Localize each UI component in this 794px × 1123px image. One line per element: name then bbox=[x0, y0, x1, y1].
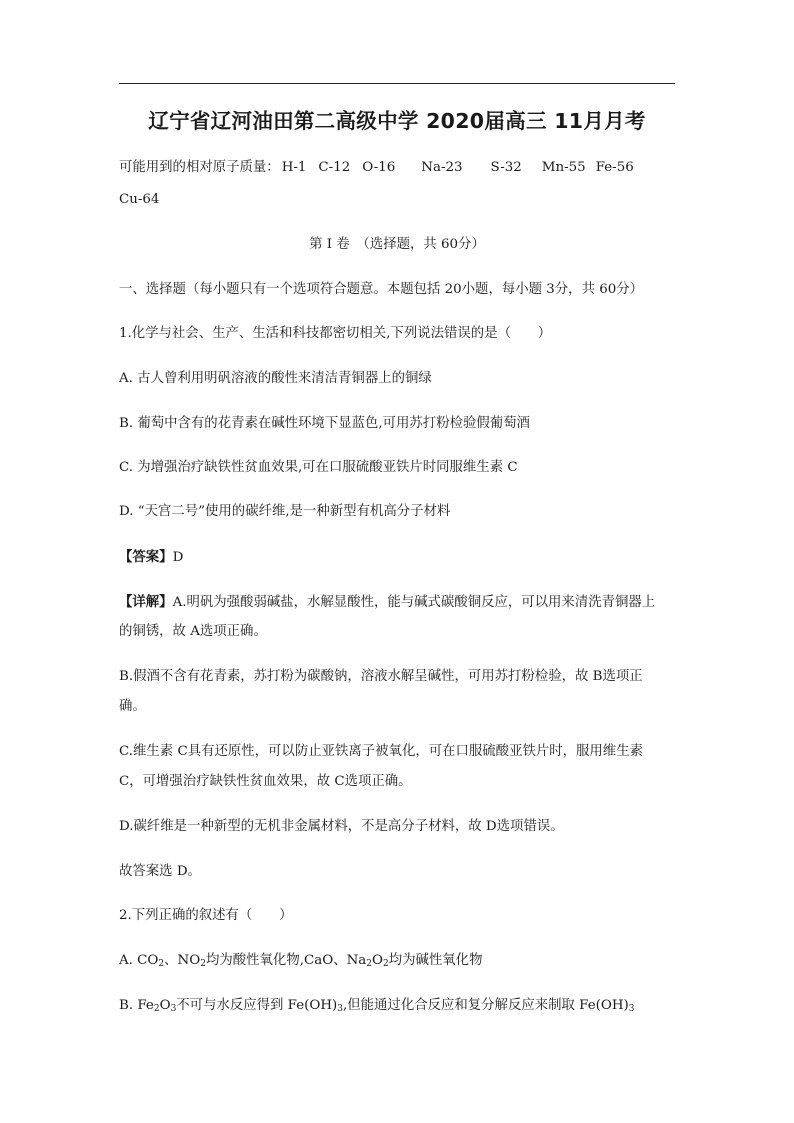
detail-c-line-2: C，可增强治疗缺铁性贫血效果，故 C选项正确。 bbox=[119, 774, 412, 789]
q2a-part: A. CO bbox=[119, 953, 159, 968]
mass-o: O-16 bbox=[362, 160, 396, 175]
detail-tag: 【详解】 bbox=[119, 594, 173, 610]
question-1-option-b: B. 葡萄中含有的花青素在碱性环境下显蓝色,可用苏打粉检验假葡萄酒 bbox=[119, 416, 530, 431]
mass-h: H-1 bbox=[281, 160, 307, 175]
question-2-stem: 2.下列正确的叙述有（ ） bbox=[119, 908, 293, 923]
mass-c: C-12 bbox=[318, 160, 351, 175]
detail-a-text: A.明矾为强酸弱碱盐，水解显酸性，能与碱式碳酸铜反应，可以用来清洗青铜器上 bbox=[172, 595, 656, 610]
q2a-sub: 2 bbox=[158, 959, 165, 969]
question-2-option-a bbox=[119, 951, 679, 971]
question-2-option-b bbox=[119, 996, 679, 1016]
part-heading: 一、选择题（每小题只有一个选项符合题意。本题包括 20小题，每小题 3分，共 60分） bbox=[119, 282, 644, 297]
q2b-part: ,但能通过化合反应和复分解反应来制取 Fe(OH) bbox=[343, 998, 629, 1013]
q2b-part: B. Fe bbox=[119, 998, 154, 1013]
question-1-stem: 1.化学与社会、生产、生活和科技都密切相关,下列说法错误的是（ ） bbox=[119, 326, 552, 341]
atomic-masses-wrap: Cu-64 bbox=[119, 192, 160, 207]
section-title: 第 I 卷 （选择题，共 60分） bbox=[309, 237, 485, 252]
q2a-part: 、NO bbox=[164, 953, 201, 968]
question-1-option-a: A. 古人曾利用明矾溶液的酸性来清洁青铜器上的铜绿 bbox=[119, 371, 432, 386]
q2a-part: 均为酸性氧化物,CaO、Na bbox=[205, 953, 367, 968]
atomic-masses-line bbox=[119, 158, 679, 178]
q2a-part: 均为碱性氧化物 bbox=[388, 953, 483, 968]
answer-conclusion: 故答案选 D。 bbox=[119, 864, 201, 879]
detail-b-line-1: B.假酒不含有花青素，苏打粉为碳酸钠，溶液水解呈碱性，可用苏打粉检验，故 B选项正 bbox=[119, 669, 643, 684]
q2a-sub: 2 bbox=[200, 959, 206, 969]
detail-a-line-1 bbox=[119, 592, 679, 613]
q2b-part: 不可与水反应得到 Fe(OH) bbox=[176, 998, 338, 1013]
answer-value: D bbox=[172, 550, 184, 565]
q2a-part: O bbox=[372, 953, 383, 968]
header-rule bbox=[119, 83, 675, 84]
question-1-option-d: D. “天宫二号”使用的碳纤维,是一种新型有机高分子材料 bbox=[119, 504, 451, 519]
detail-d-line: D.碳纤维是一种新型的无机非金属材料，不是高分子材料，故 D选项错误。 bbox=[119, 819, 564, 834]
q2b-sub: 3 bbox=[628, 1004, 635, 1014]
answer-tag: 【答案】 bbox=[119, 549, 173, 565]
mass-na: Na-23 bbox=[421, 160, 463, 175]
mass-mn: Mn-55 bbox=[541, 160, 586, 175]
q2b-part: O bbox=[159, 998, 171, 1013]
detail-b-line-2: 确。 bbox=[119, 699, 146, 714]
atomic-masses-label: 可能用到的相对原子质量： bbox=[119, 160, 280, 175]
question-1-option-c: C. 为增强治疗缺铁性贫血效果,可在口服硫酸亚铁片时同服维生素 C bbox=[119, 460, 518, 475]
q2b-sub: 3 bbox=[337, 1004, 343, 1014]
mass-s: S-32 bbox=[490, 160, 522, 175]
exam-title: 辽宁省辽河油田第二高级中学 2020届高三 11月月考 bbox=[148, 109, 646, 133]
q2b-sub: 3 bbox=[170, 1004, 177, 1014]
q2b-sub: 2 bbox=[153, 1004, 160, 1014]
mass-fe: Fe-56 bbox=[595, 160, 634, 175]
answer-line bbox=[119, 547, 679, 568]
detail-a-line-2: 的铜锈，故 A选项正确。 bbox=[119, 624, 267, 639]
detail-c-line-1: C.维生素 C具有还原性，可以防止亚铁离子被氧化，可在口服硫酸亚铁片时，服用维生素 bbox=[119, 744, 643, 759]
q2a-sub: 2 bbox=[366, 959, 373, 969]
q2a-sub: 2 bbox=[383, 959, 389, 969]
